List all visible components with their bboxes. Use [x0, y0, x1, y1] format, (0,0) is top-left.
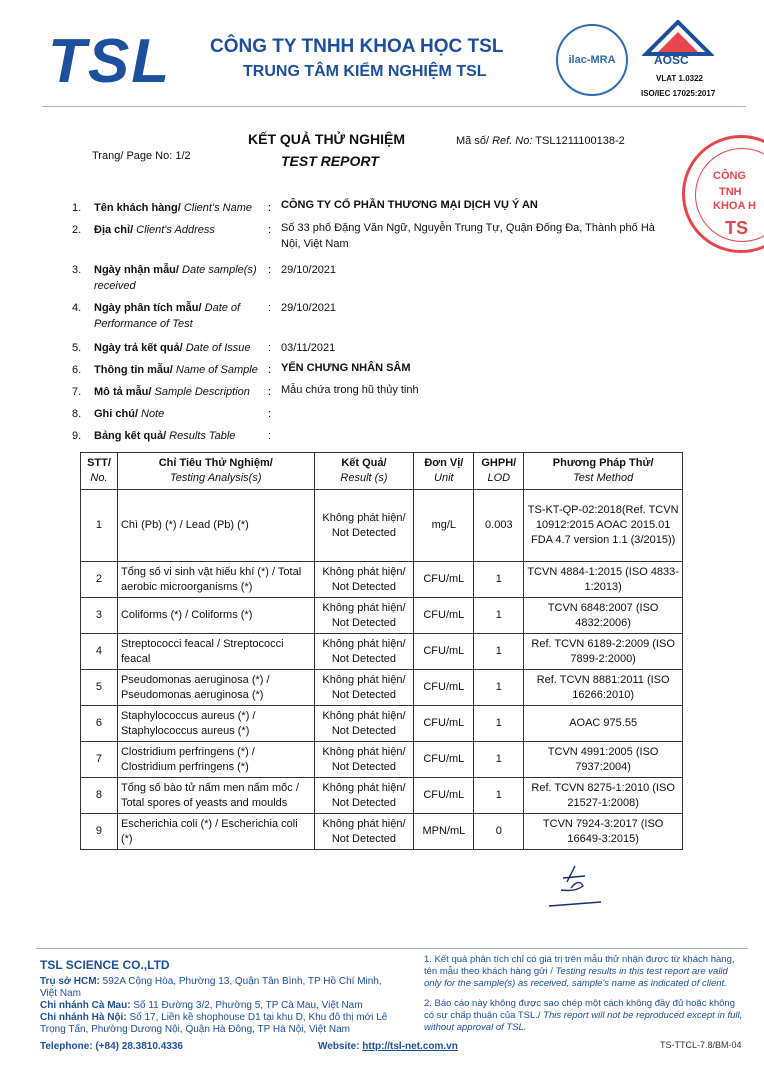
table-row: 7 Clostridium perfringens (*) / Clostridium perfringens (*) Không phát hiện/ Not Detected CFU/mL 1 TCVN 4991:2005 (ISO 7937:2004)	[81, 742, 683, 778]
vlat-code: VLAT 1.0322	[656, 74, 703, 83]
table-row: 9 Escherichia coli (*) / Escherichia coli (*) Không phát hiện/ Not Detected MPN/mL 0 TCVN 7924-3:2017 (ISO 16649-3:2015)	[81, 814, 683, 850]
header-no: STT/ No.	[81, 453, 118, 490]
tsl-logo: TSL	[48, 27, 172, 96]
footer-divider	[36, 948, 748, 949]
table-row: 1 Chì (Pb) (*) / Lead (Pb) (*) Không phát hiện/ Not Detected mg/L 0.003 TS-KT-QP-02:2018(Ref. TCVN 10912:2015 AOAC 2015.01 FDA 4.7 version 1.1 (3/2015))	[81, 490, 683, 562]
report-title-vn: KẾT QUẢ THỬ NGHIỆM	[248, 131, 406, 147]
iso-standard: ISO/IEC 17025:2017	[641, 89, 716, 98]
center-name: TRUNG TÂM KIỂM NGHIỆM TSL	[243, 63, 487, 80]
table-header-row	[81, 453, 683, 490]
table-row: 8 Tổng số bào tử nấm men nấm mốc / Total spores of yeasts and moulds Không phát hiện/ Not Detected CFU/mL 1 Ref. TCVN 8275-1:2010 (ISO 21527-1:2008)	[81, 778, 683, 814]
footer-note-2: 2. Báo cáo này không được sao chép một cách không đầy đủ hoặc không có sự chấp thuận của TSL./ This report will not be reproduced except in full, without approval of TSL.	[424, 998, 743, 1033]
signature-icon	[545, 860, 605, 910]
table-row: 2 Tổng số vi sinh vật hiếu khí (*) / Total aerobic microorganisms (*) Không phát hiện/ Not Detected CFU/mL 1 TCVN 4884-1:2015 (ISO 4833-1:2013)	[81, 562, 683, 598]
aosc-logo-icon	[642, 20, 714, 56]
table-row: 4 Streptococci feacal / Streptococci feacal Không phát hiện/ Not Detected CFU/mL 1 Ref. TCVN 6189-2:2009 (ISO 7899-2:2000)	[81, 634, 683, 670]
footer-website: Website: http://tsl-net.com.vn	[318, 1041, 458, 1052]
footer-hq-address: Trụ sở HCM: 592A Cộng Hòa, Phường 13, Quận Tân Bình, TP Hồ Chí Minh, Việt Nam	[40, 976, 382, 999]
reference-number: Mã số/ Ref. No: TSL1211100138-2	[456, 135, 625, 147]
header-lod: GHPH/ LOD	[474, 453, 524, 490]
header-method: Phương Pháp Thử/ Test Method	[524, 453, 683, 490]
footer-telephone: Telephone: (+84) 28.3810.4336	[40, 1041, 183, 1052]
aosc-name: AOSC	[654, 53, 689, 67]
page-number: Trang/ Page No: 1/2	[92, 150, 191, 162]
website-link[interactable]: http://tsl-net.com.vn	[362, 1041, 458, 1052]
header-unit: Đơn Vị/ Unit	[414, 453, 474, 490]
table-row: 3 Coliforms (*) / Coliforms (*) Không phát hiện/ Not Detected CFU/mL 1 TCVN 6848:2007 (ISO 4832:2006)	[81, 598, 683, 634]
company-name: CÔNG TY TNHH KHOA HỌC TSL	[210, 36, 504, 57]
footer-company: TSL SCIENCE CO.,LTD	[40, 958, 170, 972]
report-title-en: TEST REPORT	[281, 153, 379, 169]
footer-hanoi-address: Chi nhánh Hà Nội: Số 17, Liền kề shophouse D1 tại khu D, Khu đô thị mới Lê Trọng Tấn, Phường Dương Nội, Quận Hà Đông, TP Hà Nội, Việt Nam	[40, 1012, 388, 1035]
ilac-mra-logo	[556, 24, 628, 96]
table-row: 5 Pseudomonas aeruginosa (*) / Pseudomonas aeruginosa (*) Không phát hiện/ Not Detected CFU/mL 1 Ref. TCVN 8881:2011 (ISO 16266:2010)	[81, 670, 683, 706]
header-analysis: Chỉ Tiêu Thử Nghiệm/ Testing Analysis(s)	[117, 453, 314, 490]
results-table	[80, 452, 683, 850]
header-divider	[42, 106, 746, 107]
table-row: 6 Staphylococcus aureus (*) / Staphylococcus aureus (*) Không phát hiện/ Not Detected CFU/mL 1 AOAC 975.55	[81, 706, 683, 742]
footer-note-1: 1. Kết quả phân tích chỉ có giá trị trên mẫu thử nhận được từ khách hàng, tên mẫu theo khách hàng gửi / Testing results in this test report are valid only for the sample(s) as received, sample's name as indicated of client.	[424, 954, 735, 989]
ilac-text: ilac-MRA	[568, 54, 616, 66]
header-result: Kết Quả/ Result (s)	[314, 453, 414, 490]
company-stamp: CÔNG TNH KHOA H TS	[682, 135, 764, 253]
form-code: TS-TTCL-7.8/BM-04	[660, 1040, 742, 1050]
footer-camau-address: Chi nhánh Cà Mau: Số 11 Đường 3/2, Phường 5, TP Cà Mau, Việt Nam	[40, 1000, 363, 1011]
